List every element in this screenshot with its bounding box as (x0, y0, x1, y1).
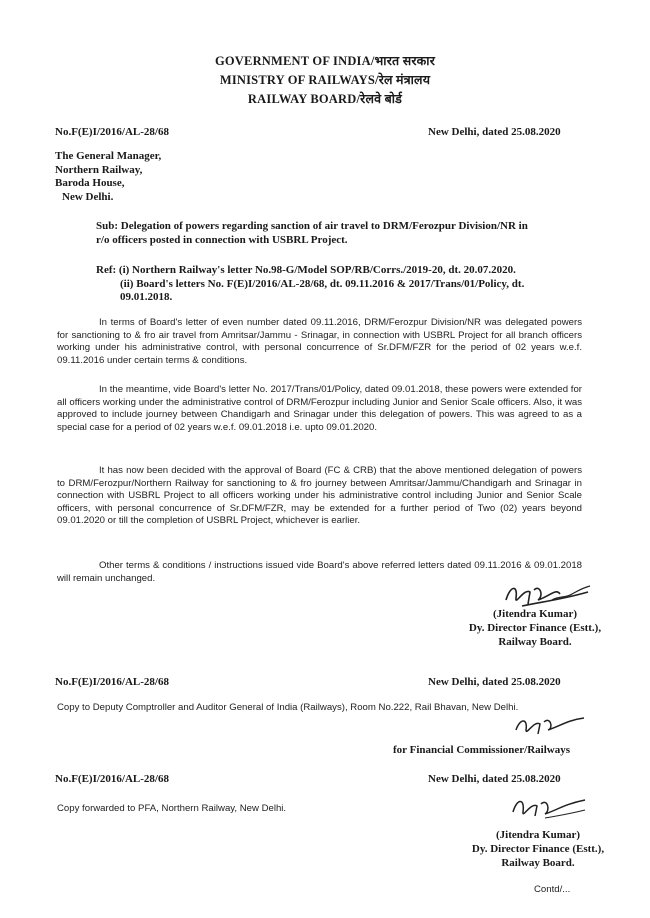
copy1-letter-number: No.F(E)I/2016/AL-28/68 (55, 676, 169, 688)
handwritten-signature (510, 712, 590, 740)
subject-line: Sub: Delegation of powers regarding sanction of air travel to DRM/Ferozpur Division/NR in (96, 220, 528, 232)
signatory-office: Railway Board. (501, 857, 575, 869)
copy1-sign-for: for Financial Commissioner/Railways (393, 744, 571, 756)
subject-line: r/o officers posted in connection with USBRL Project. (96, 233, 348, 246)
body-paragraph-3 (57, 465, 582, 528)
subject (96, 220, 596, 247)
paragraph-text: In the meantime, vide Board's letter No. 2017/Trans/01/Policy, dated 09.01.2018, these powers were extended for all officers working under the administrative control of DRM/Ferozpur including Junior and Senior Scale officers. Also, it was approved to include journey between Chandigarh and Srinagar under this delegation of powers. This was agreed to as a special case for a period of 02 years w.e.f. 09.01.2018 i.e. upto 09.01.2020. (57, 384, 582, 433)
copy1-letter-date: New Delhi, dated 25.08.2020 (428, 676, 561, 688)
reference-line: Ref: (i) Northern Railway's letter No.98-G/Model SOP/RB/Corrs./2019-20, dt. 20.07.2020. (96, 264, 516, 276)
copy2-letter-date: New Delhi, dated 25.08.2020 (428, 773, 561, 785)
signatory-name: (Jitendra Kumar) (492, 608, 577, 620)
header-ministry: MINISTRY OF RAILWAYS/रेल मंत्रालय (219, 73, 431, 87)
copy2-letter-number: No.F(E)I/2016/AL-28/68 (55, 773, 169, 785)
copy1-text: Copy to Deputy Comptroller and Auditor General of India (Railways), Room No.222, Rail Bhavan, New Delhi. (57, 702, 519, 713)
body-paragraph-1 (57, 317, 582, 367)
signatory-designation: Dy. Director Finance (Estt.), (468, 622, 602, 634)
signature-block-1 (455, 607, 615, 649)
reference-line: 09.01.2018. (120, 291, 173, 303)
addressee-line: New Delhi. (62, 190, 114, 203)
paragraph-text: It has now been decided with the approval of Board (FC & CRB) that the above mentioned delegation of powers to DRM/Ferozpur/Northern Railway for sanctioning to & fro journey between Amritsar/Jammu/Chandigarh and Srinagar in connection with USBRL Project to all officers working under his administrative control including Junior and Senior Scale officers, with personal concurrence of Sr.DFM/FZR, may be extended for a further period of Two (02) years beyond 09.01.2020 or till the completion of USBRL Project, whichever is earlier. (57, 465, 582, 527)
addressee-line: Northern Railway, (55, 163, 143, 176)
addressee (55, 150, 161, 204)
letter-date: New Delhi, dated 25.08.2020 (428, 126, 561, 138)
addressee-line: The General Manager, (55, 150, 162, 162)
signatory-designation: Dy. Director Finance (Estt.), (471, 843, 605, 855)
copy2-text: Copy forwarded to PFA, Northern Railway, New Delhi. (57, 803, 287, 814)
body-paragraph-2 (57, 384, 582, 434)
signature-block-2 (458, 828, 618, 870)
reference-line: (ii) Board's letters No. F(E)I/2016/AL-28/68, dt. 09.11.2016 & 2017/Trans/01/Policy, dt. (120, 277, 525, 290)
continued-marker: Contd/... (534, 884, 571, 895)
letter-number: No.F(E)I/2016/AL-28/68 (55, 126, 169, 138)
paragraph-text: In terms of Board's letter of even number dated 09.11.2016, DRM/Ferozpur Division/NR was delegated powers for sanctioning to & fro air travel from Amritsar/Jammu - Srinagar, in connection with USBRL Project for all branch officers working under his administrative control, with personal concurrence of Sr.DFM/FZR for the period of 02 years w.e.f. 09.11.2016 under certain terms & conditions. (57, 317, 582, 366)
paragraph-text: Other terms & conditions / instructions issued vide Board's above referred letters dated 09.11.2016 & 09.01.2018 will remain unchanged. (57, 560, 582, 584)
signatory-office: Railway Board. (498, 636, 572, 648)
addressee-line: Baroda House, (55, 177, 125, 189)
header-government: GOVERNMENT OF INDIA/भारत सरकार (214, 54, 436, 68)
handwritten-signature (505, 792, 590, 824)
header-railway-board: RAILWAY BOARD/रेलवे बोर्ड (247, 92, 403, 106)
signatory-name: (Jitendra Kumar) (495, 829, 580, 841)
references (96, 264, 596, 305)
